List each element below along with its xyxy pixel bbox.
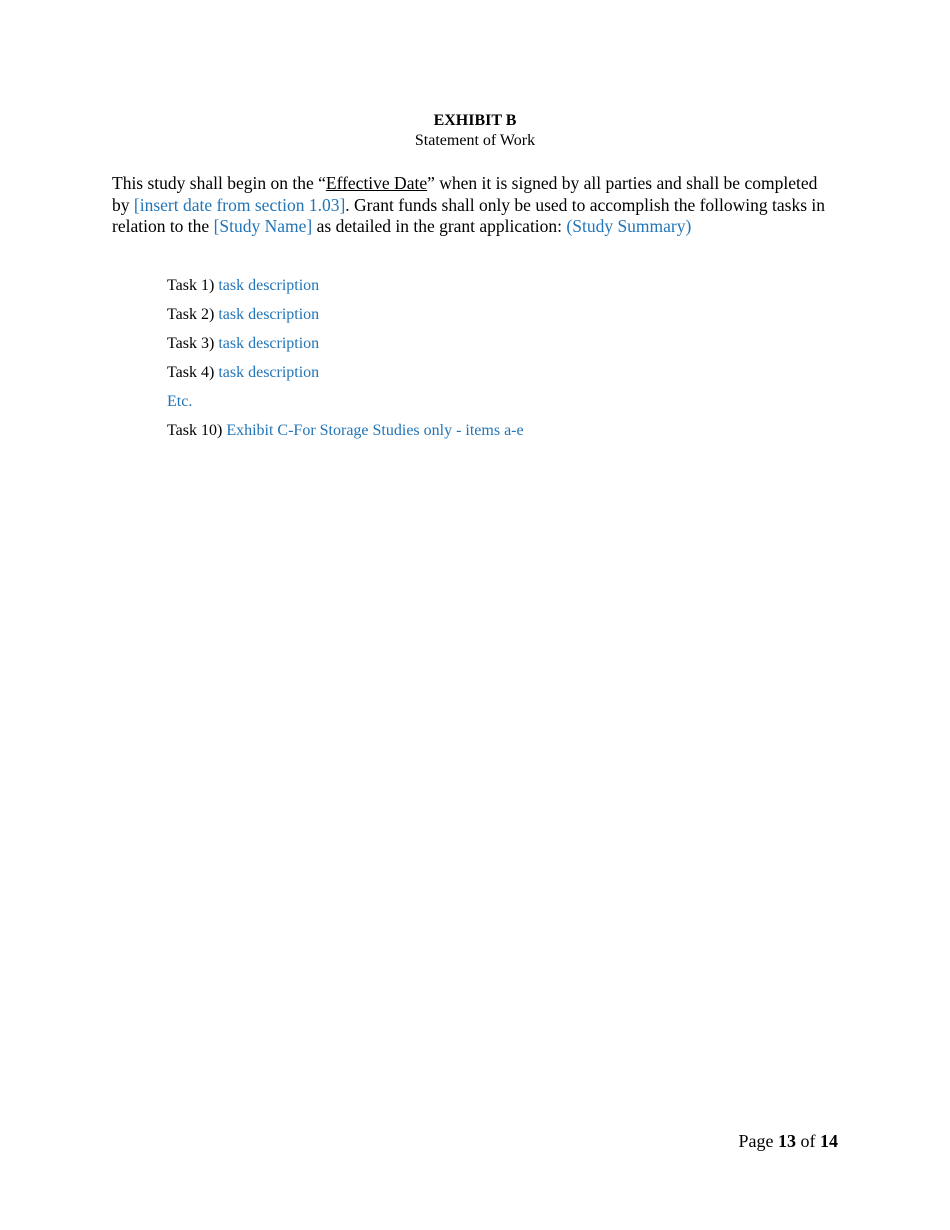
intro-text-2: ” when it is signed by all parties and shall be completed by xyxy=(112,173,818,215)
task-list xyxy=(167,276,524,450)
task-label: Task 1) xyxy=(167,277,219,294)
intro-paragraph xyxy=(112,173,832,238)
effective-date-term: Effective Date xyxy=(325,173,428,193)
task-item xyxy=(167,392,524,421)
task-item xyxy=(167,305,524,334)
task-item xyxy=(167,363,524,392)
current-page: 13 xyxy=(778,1131,796,1151)
task-description: Exhibit C-For Storage Studies only - items a-e xyxy=(226,422,524,439)
exhibit-subtitle: Statement of Work xyxy=(414,132,536,149)
task-description: task description xyxy=(218,277,320,294)
intro-text-4: as detailed in the grant application: xyxy=(312,216,567,236)
task-label: Task 2) xyxy=(167,306,219,323)
task-item xyxy=(167,334,524,363)
study-name-placeholder: [Study Name] xyxy=(213,216,313,236)
exhibit-title: EXHIBIT B xyxy=(433,112,517,129)
task-description: task description xyxy=(218,364,320,381)
intro-text-3: . Grant funds shall only be used to accomplish the following tasks in relation to the xyxy=(112,194,826,236)
task-item xyxy=(167,421,524,450)
page-number xyxy=(739,1130,839,1152)
task-label: Task 3) xyxy=(167,335,219,352)
intro-text-1: This study shall begin on the “ xyxy=(112,173,326,193)
task-etc: Etc. xyxy=(167,393,193,410)
task-label: Task 10) xyxy=(167,422,227,439)
task-description: task description xyxy=(218,306,320,323)
insert-date-placeholder: [insert date from section 1.03] xyxy=(133,194,346,215)
task-description: task description xyxy=(218,335,320,352)
study-summary-placeholder: (Study Summary) xyxy=(566,216,692,236)
total-pages: 14 xyxy=(820,1131,838,1151)
of-word: of xyxy=(796,1131,820,1151)
task-item xyxy=(167,276,524,305)
page-word: Page xyxy=(738,1131,778,1151)
task-label: Task 4) xyxy=(167,364,219,381)
